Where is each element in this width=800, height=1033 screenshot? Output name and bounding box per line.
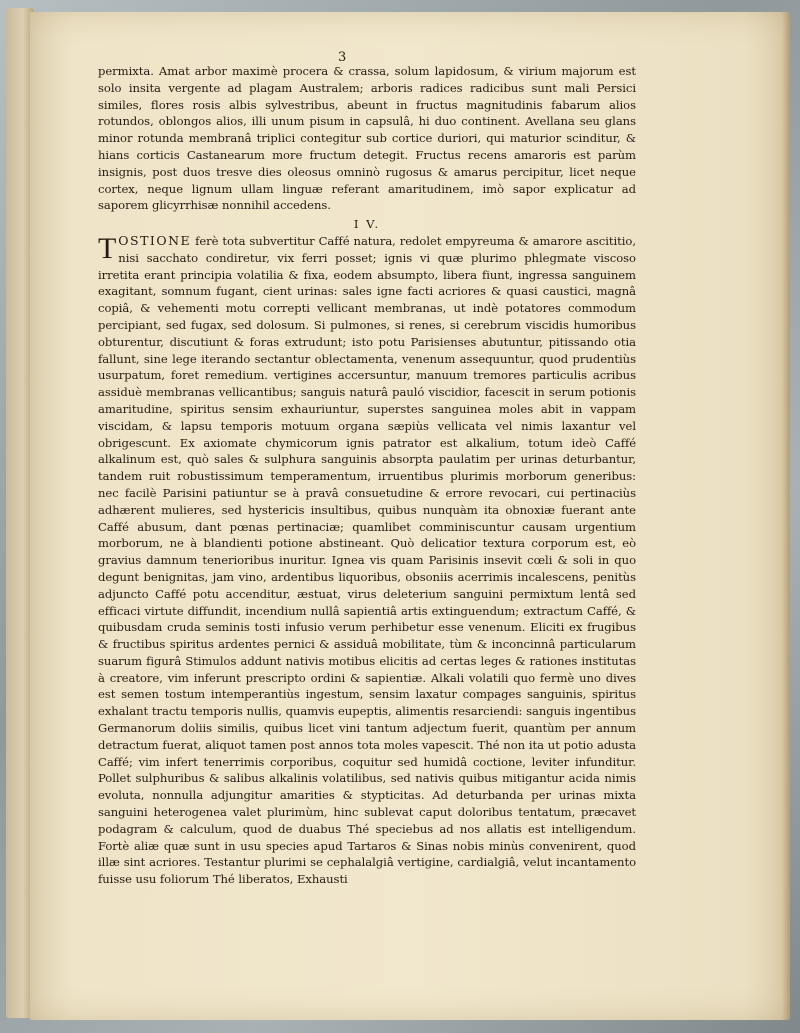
lead-word: OSTIONE [118,232,192,248]
paragraph-continuation: permixta. Amat arbor maximè procera & crassa, solum lapidosum, & virium majorum est solo insita vergente ad plagam Australem; arboris radices radicibus sunt mali Persici similes, flores rosis albis sylvestribus, abeunt in fructus magnitudinis fabarum alios rotundos, oblongos alios, illi unum pisum in capsulâ, hi duo continent. Avellana seu glans minor rotunda membranâ triplici contegitur sub cortice duriori, qui maturior scinditur, & hians corticis Castanearum more fructum detegit. Fructus recens amaroris est parùm insignis, post duos tresve dies oleosus omninò rugosus & amarus percipitur, licet neque cortex, neque lignum ullam linguæ referant amaritudinem, imò sapor explicatur ad saporem glicyrrhisæ nonnihil accedens. [98,64,636,213]
paragraph-body: ferè tota subvertitur Caffé natura, redolet empyreuma & amarore ascititio, nisi sacchato condiretur, vix ferri posset; ignis vi quæ plurimo phlegmate viscoso irretita erant principia volatilia & fixa, eodem absumpto, libera fiunt, ingressa sanguinem exagitant, somnum fugant, cient urinas: sales igne facti acriores & quasi caustici, magnâ copiâ, & vehementi motu correpti vellicant membranas, ut indè potatores commodum percipiant, sed fugax, sed dolosum. Si pulmones, si renes, si cerebrum viscidis humoribus obturentur, discutiunt & foras extrudunt; isto potu Parisienses abutuntur, pitissando otia fallunt, sine lege iterando sectantur oblectamenta, venenum assequuntur, quod prudentiùs usurpatum, foret remedium. vertigines accersuntur, manuum tremores particulis acribus assiduè membranas vellicantibus; sanguis naturâ pauló viscidior, facescit in serum potionis amaritudine, spiritus sensim exhauriuntur, superstes sanguinea moles abit in vappam viscidam, & lapsu temporis motuum organa sæpiùs vellicata vel nimis laxantur vel obrigescunt. Ex axiomate chymicorum ignis patrator est alkalium, totum ideò Caffé alkalinum est, quò sales & sulphura sanguinis absorpta paulatim per urinas deturbantur, tandem ruit robustissimum temperamentum, irruentibus plurimis morborum generibus: nec facilè Parisini patiuntur se à pravâ consuetudine & errore revocari, cui pertinaciùs adhærent mulieres, sed hystericis insultibus, quibus nunquàm ita obnoxiæ fuerant ante Caffé abusum, dant pœnas pertinaciæ; quamlibet comminiscuntur causam urgentium morborum, ne à blandienti potione abstineant. Quò delicatior textura corporum est, eò gravius damnum tenerioribus inuritur. Ignea vis quam Parisinis insevit cœli & soli in quo degunt benignitas, jam vino, ardentibus liquoribus, obsoniis acerrimis incalescens, penitùs adjuncto Caffé potu accenditur, æstuat, virus deleterium sanguini permixtum lentâ sed efficaci virtute diffundit, incendium nullâ sapientiâ artis extinguendum; extractum Caffé, & quibusdam cruda seminis tosti infusio verum perhibetur esse venenum. Eliciti ex frugibus & fructibus spiritus ardentes pernici & assiduâ mobilitate, tùm & inconcinnâ particularum suarum figurâ Stimulos addunt nativis motibus elicitis ad certas leges & rationes institutas à creatore, vim inferunt prescripto ordini & sapientiæ. Alkali volatili quo fermè uno dives est semen tostum intemperantiùs ingestum, sensim laxatur compages sanguinis, spiritus exhalant tractu temporis nullis, quamvis eupeptis, alimentis resarciendi: sanguis ingentibus Germanorum doliis similis, quibus licet vini tantum adjectum fuerit, quantùm per annum detractum fuerat, aliquot tamen post annos tota moles vapescit. Thé non ita ut potio adusta Caffé; vim infert tenerrimis corporibus, coquitur sed humidâ coctione, leviter infunditur. Pollet sulphuribus & salibus alkalinis volatilibus, sed nativis quibus mitigantur acida nimis evoluta, nonnulla adjungitur amarities & stypticitas. Ad deturbanda per urinas mixta sanguini heterogenea valet plurimùm, hinc sublevat caput doloribus tentatum, præcavet podagram & calculum, quod de duabus Thé speciebus ad nos allatis est intelligendum. Fortè aliæ quæ sunt in usu species apud Tartaros & Sinas nobis minùs convenirent, quod illæ sint acriores. Testantur plurimi se cephalalgiâ vertigine, cardialgiâ, velut incantamento fuisse usu foliorum Thé liberatos, Exhausti [98,233,636,887]
page-edge-shadow [782,12,790,1020]
drop-cap: T [98,231,117,265]
section-heading: I V. [353,217,381,232]
page-number: 3 [338,50,347,65]
paragraph-section-iv [98,233,636,888]
page-text [98,63,636,888]
